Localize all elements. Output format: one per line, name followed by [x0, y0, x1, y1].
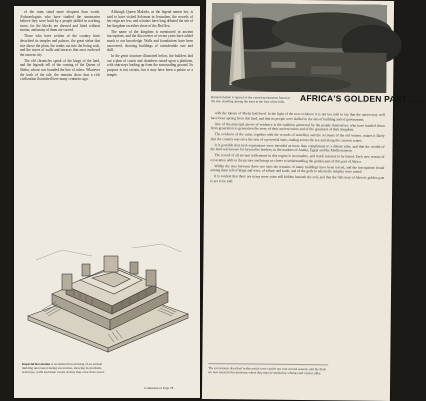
- caption-text: A reconstruction drawing of an ancient building uncovered during excavation, showing its platform, stairways, walls and inner courts as they may once have stood.: [22, 362, 105, 375]
- paragraph: In the great structure illustrated below, the builders laid out a plan of courts and chambers raised upon a platform, with stairways leading up from the surrounding ground. Its purpose is not certain, but it may have been a palace or a temple.: [107, 54, 193, 77]
- paragraph: The name of the kingdom is mentioned in ancient inscriptions, and the discoveries of recent years have added much to our knowledge. Walls and foundations have been uncovered, showing buildings of considerable size and skill.: [107, 29, 193, 53]
- building-reconstruction-drawing: [22, 230, 194, 356]
- paragraph: It is evident that there are many more ruins still hidden beneath the soil, and that the full story of Africa's golden past is yet to be told.: [210, 174, 385, 184]
- paragraph: of the ruins stand more eloquent than words. Archaeologists who have studied the sanctuaries believe they were built by a people skilled in working stone, for the blocks are dressed and fitted without mortar, and many of them are carved.: [20, 10, 100, 33]
- paragraph: It is possible that such expressions were intended as more than compliment to a distant ruler, and that the wealth of the land was known far beyond its borders, in the markets of Arabia, Egypt and the Mediterranean.: [210, 142, 385, 153]
- headline-continued: Continued: [408, 99, 426, 104]
- footnote: The excavations described in this article were carried out over several seasons, and the finds are now preserved in museums where they may be studied by scholars and visitors alike.: [208, 363, 328, 397]
- left-column-1: [20, 10, 100, 219]
- article-headline: [300, 93, 426, 105]
- paragraph: Those who have written of the country have described its temples and palaces, the great stelae that rise above the plain, the tombs cut into the living rock, and the traces of walls and terraces that once enclosed the ancient city.: [20, 34, 100, 57]
- paragraph: Although Queen Makeda, as the legend names her, is said to have visited Solomon in Jerusalem, the records of her reign are few, and scholars have long debated the site of her kingdom on either shore of the Red Sea.: [107, 10, 193, 28]
- paragraph: One of the principal pieces of evidence is the tradition preserved by the people themselves, who have handed down from generation to generation the story of their ancient rulers and of the greatness of their kingdom.: [210, 121, 385, 132]
- right-page: [202, 0, 426, 401]
- article-body: [208, 111, 385, 365]
- photo-caption: Ruined obelisk is typical of the carved monuments found at the site, standing among the trees at the foot of the hills.: [211, 95, 290, 105]
- caption-title: Imperial Revelation: [22, 362, 51, 366]
- paragraph: The record of all ancient settlements in this region is incomplete, and much remains to be found. Each new season of excavation adds to the picture and brings us closer to understanding the golden past of this part of Africa.: [210, 153, 385, 164]
- obelisk-photo: [211, 3, 387, 93]
- drawing-caption: [22, 362, 106, 388]
- paragraph: The old chronicles speak of the kings of the land, and the legends tell of the coming of the Queen of Sheba, whose son founded the line of rulers. Whatever the truth of the tale, the remains show that a rich civilization flourished here many centuries ago.: [20, 58, 100, 82]
- continued-note: Continued on Page 78: [144, 386, 174, 390]
- paragraph: Within the area between these two sites the remains of many buildings have been traced, and the inscriptions found among them tell of kings and wars, of tribute and trade, and of the gods to whom the temples were raised.: [210, 164, 385, 175]
- paragraph: with the Queen of Sheba had lived. In the light of the new evidence it is not too rash to say that the queen may well have been sprung from this land, and that its people were skilled in the arts of building and of government.: [210, 111, 385, 122]
- left-column-2: [107, 10, 193, 219]
- paragraph: The evidence of the ruins, together with the records of travellers and the accounts of the old writers, makes it likely that the country was once the seat of a powerful state, trading across the sea and along the caravan routes.: [210, 132, 385, 143]
- headline-text: AFRICA'S GOLDEN PAST: [300, 93, 408, 105]
- left-page: [14, 6, 200, 398]
